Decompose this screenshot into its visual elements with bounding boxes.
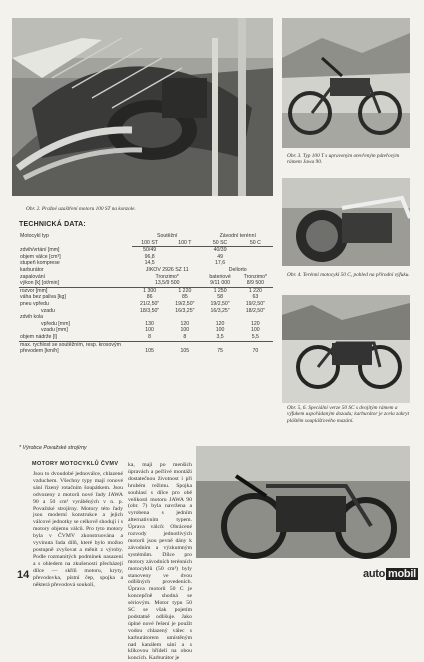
table-header-row <box>19 233 273 240</box>
caption-fig2: Obr. 2. Pražné uzaštření motoru 100 ST na konzole. <box>26 206 136 212</box>
table-row: zdvih kola <box>20 314 44 321</box>
table-row: váha bez paliva [kg] 86 85 58 63 <box>20 294 259 301</box>
caption-fig56: Obr. 5, 6. Speciální verze 50 SC s dvojitým rámem a výfukem uspořádaným dozadu; karburátor je zcela zakryt pláštěm souplášťového mazání. <box>287 405 410 424</box>
model-name: 100 ST <box>132 240 167 247</box>
article-heading: MOTORY MOTOCYKLŮ ČVMV <box>32 461 119 467</box>
model-name: 50 SC <box>202 240 237 247</box>
table-row: max. rychlost se soutěžním, resp. krosovým převodem [km/h] 105 105 75 70 <box>19 341 273 355</box>
motorcycle-photo-50sc-side <box>282 295 410 403</box>
tech-data-table <box>19 233 273 355</box>
caption-fig3: Obr. 3. Typ 100 T s upraveným otevřeným páteřovým rámem Jawa 90. <box>287 153 400 166</box>
header-group-offroad: Závodní terénní <box>219 233 256 239</box>
table-row: vzadu 18/3,50" 16/3,25" 16/3,25" 18/2,50" <box>41 307 265 314</box>
footnote: * Výrobce Považské strojírny <box>19 445 87 451</box>
table-row: stupeň komprese 14,5 17,6 <box>20 260 226 267</box>
page-number: 14 <box>17 569 30 581</box>
header-motorcycle-type: Motocykl typ <box>20 233 49 239</box>
table-row: vpředu [mm] 130 120 120 120 <box>41 320 260 327</box>
table-row: karburátor JIKOV 2926 SZ 11 Dellorto <box>20 266 247 273</box>
model-name: 50 C <box>238 240 273 247</box>
header-group-sport: Soutěžní <box>156 233 178 239</box>
logo-part-mobil: mobil <box>388 568 416 580</box>
article-column-1: Jsou to dvoudobé jednoválce, chlazené vzduchem. Všechny typy mají ronové sání řízený rotačním šoupátkem. Jsou odvozeny z motorů nové řady JAWA 90 a 50 cm³ vyráběných v n. p. Považské strojírny. Motory této řady jsou moderní konstrukce a jejich válcové jednotky se celkově shodují i s motory objemu válců. Pro tyto motory byla v ČVMV zkonstruována a vyvinuta řada dílů, které bylo možno postupně zvyšovat a měnit z výroby. Podle rozmanitých podmínek nasazení a s ohledem na zkušenosti přecházejí dílce — skříň motoru, kryty, převodovka, pístní čep, spojka a některá převodová soukolí, <box>33 471 123 588</box>
table-row: zdvih/vrtání [mm] 50/49 40/39 <box>20 246 227 254</box>
motorcycle-photo-50c <box>282 178 410 266</box>
table-row: zapalování Tronzimo* bateriové Tronzimo* <box>20 273 268 280</box>
table-row: výkon [k] [ot/min] 13,5/9 500 9/11 000 8/9 500 <box>20 280 264 287</box>
table-row: objem válce [cm³] 96,8 49 <box>20 253 223 260</box>
article-column-2: ka, mají po menších úpravách a pečlivé montáži dostatečnou životnost i při hrubém režimu. Spojka souhlasí s dílce pro obě velikosti motoru JAWA 90 (obr. 7) byla navržena a vyrobena s jedním alternativním typem. Úprava válců: Obrácené rozvody jednotlivých motorů jsou pevně dány k závodním a výzkumným systémům. Dílce pro motory závodních terénních motocyklů (50 cm³) byly stanoveny ve dvou odlišných provedeních. Úprava motorů 50 C je koncepčně shodná se sériovým. Motor typu 50 SC se však pojetím podstatně odlišuje. Jako úplné nové řešení je použit vodou chlazený válec s karburátorem umístěným nad kanálem sání a s klikovou hřídelí na obou koncích. Karburátor je <box>128 462 192 662</box>
logo-part-auto: auto <box>363 568 386 580</box>
magazine-logo <box>363 568 418 580</box>
tech-data-title: TECHNICKÁ DATA: <box>19 221 86 228</box>
motorcycle-photo-100t <box>282 18 410 148</box>
caption-fig4: Obr. 4. Terénní motocykl 50 C, pohled na přírodní výfuku. <box>287 272 410 278</box>
table-row: rozvor [mm] 1 300 1 220 1 250 1 220 <box>19 287 273 294</box>
motorcycle-photo-50sc-engine <box>196 446 410 558</box>
table-row: objem nádrže [l] 8 8 3,5 5,5 <box>20 333 259 340</box>
table-row: vzadu [mm] 100 100 100 100 <box>41 327 260 334</box>
model-name: 100 T <box>167 240 202 247</box>
table-row: pneu vpředu 21/2,50" 19/2,50" 19/2,50" 19/2,50" <box>20 300 265 307</box>
engine-photo <box>12 18 273 196</box>
